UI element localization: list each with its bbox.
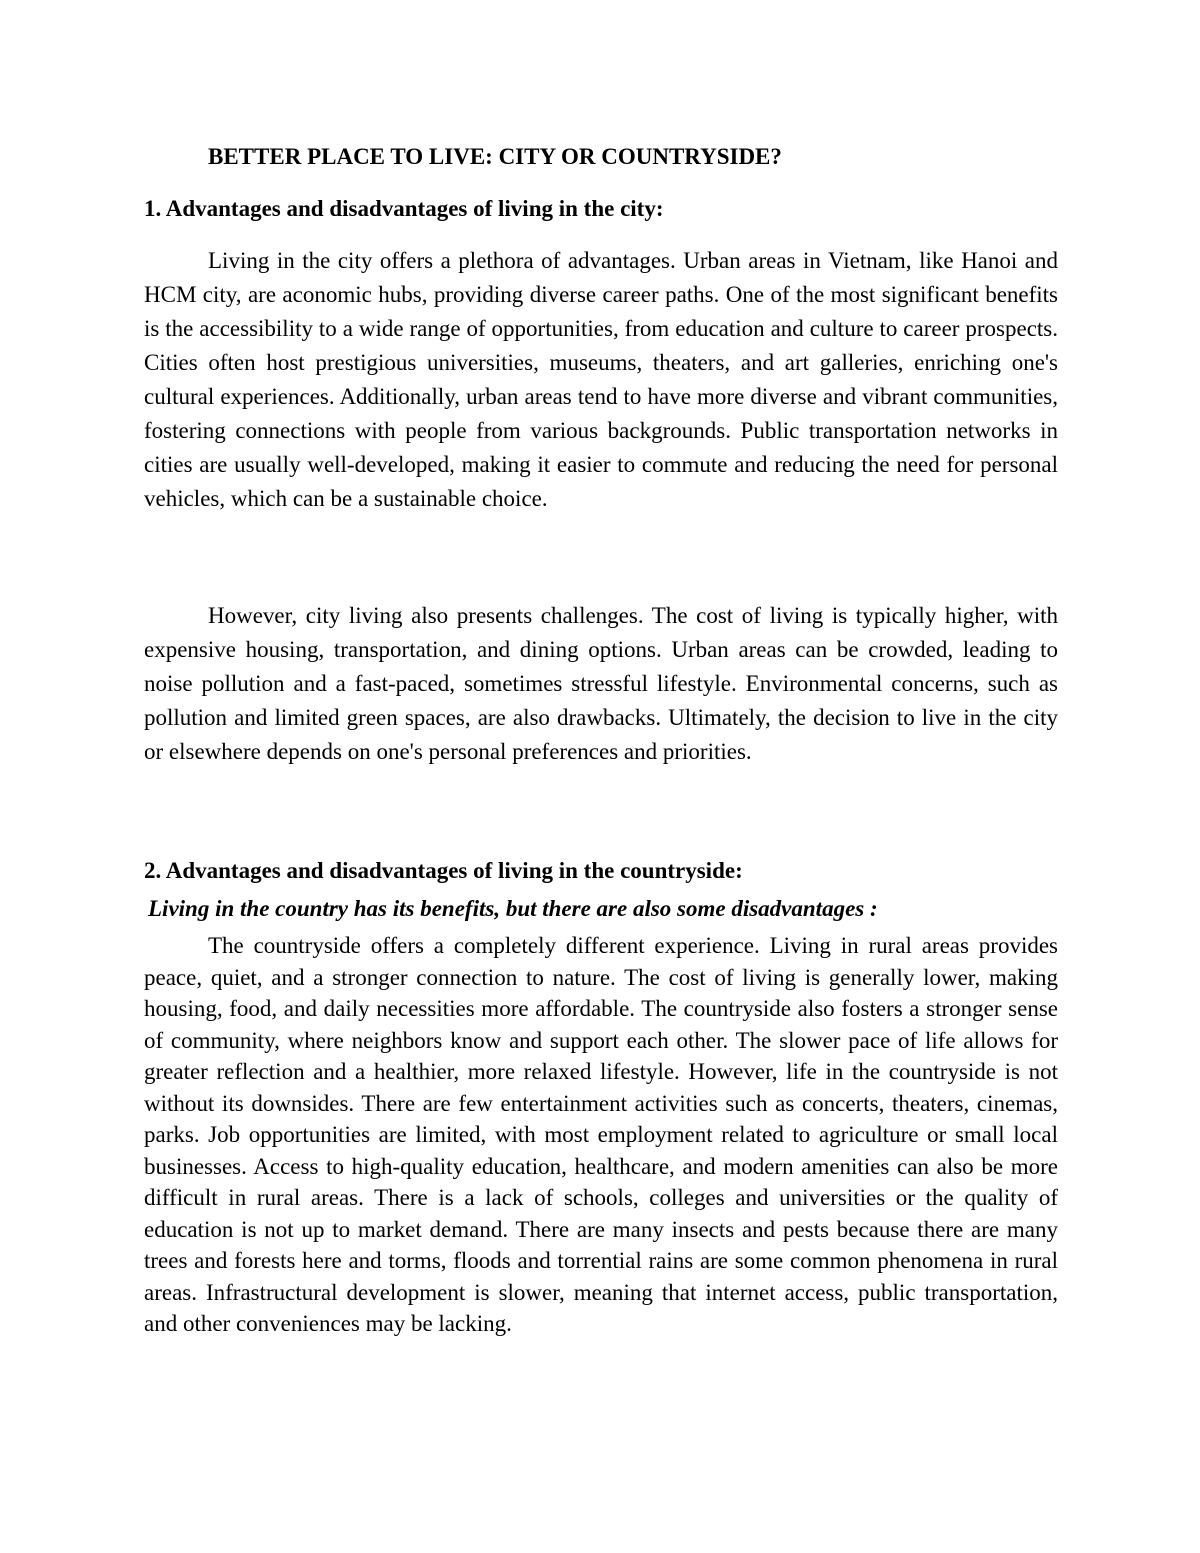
section-2-heading: 2. Advantages and disadvantages of living in the countryside:	[144, 858, 743, 883]
section-1-paragraph-2: However, city living also presents challenges. The cost of living is typically higher, with expensive housing, transportation, and dining options. Urban areas can be crowded, leading to noise pollution and a fast-paced, sometimes stressful lifestyle. Environmental concerns, such as pollution and limited green spaces, are also drawbacks. Ultimately, the decision to live in the city or elsewhere depends on one's personal preferences and priorities.	[144, 603, 1058, 764]
section-2-subheading: Living in the country has its benefits, but there are also some disadvantages :	[148, 896, 878, 921]
section-2-paragraph-1: The countryside offers a completely different experience. Living in rural areas provides peace, quiet, and a stronger connection to nature. The cost of living is generally lower, making housing, food, and daily necessities more affordable. The countryside also fosters a stronger sense of community, where neighbors know and support each other. The slower pace of life allows for greater reflection and a healthier, more relaxed lifestyle. However, life in the countryside is not without its downsides. There are few entertainment activities such as concerts, theaters, cinemas, parks. Job opportunities are limited, with most employment related to agriculture or small local businesses. Access to high-quality education, healthcare, and modern amenities can also be more difficult in rural areas. There is a lack of schools, colleges and universities or the quality of education is not up to market demand. There are many insects and pests because there are many trees and forests here and torms, floods and torrential rains are some common phenomena in rural areas. Infrastructural development is slower, meaning that internet access, public transportation, and other conveniences may be lacking.	[144, 933, 1058, 1336]
section-1-paragraph-1: Living in the city offers a plethora of advantages. Urban areas in Vietnam, like Hanoi and HCM city, are aconomic hubs, providing diverse career paths. One of the most significant benefits is the accessibility to a wide range of opportunities, from education and culture to career prospects. Cities often host prestigious universities, museums, theaters, and art galleries, enriching one's cultural experiences. Additionally, urban areas tend to have more diverse and vibrant communities, fostering connections with people from various backgrounds. Public transportation networks in cities are usually well-developed, making it easier to commute and reducing the need for personal vehicles, which can be a sustainable choice.	[144, 248, 1058, 511]
document-title: BETTER PLACE TO LIVE: CITY OR COUNTRYSIDE?	[208, 144, 782, 169]
section-1-heading: 1. Advantages and disadvantages of living in the city:	[144, 196, 664, 221]
